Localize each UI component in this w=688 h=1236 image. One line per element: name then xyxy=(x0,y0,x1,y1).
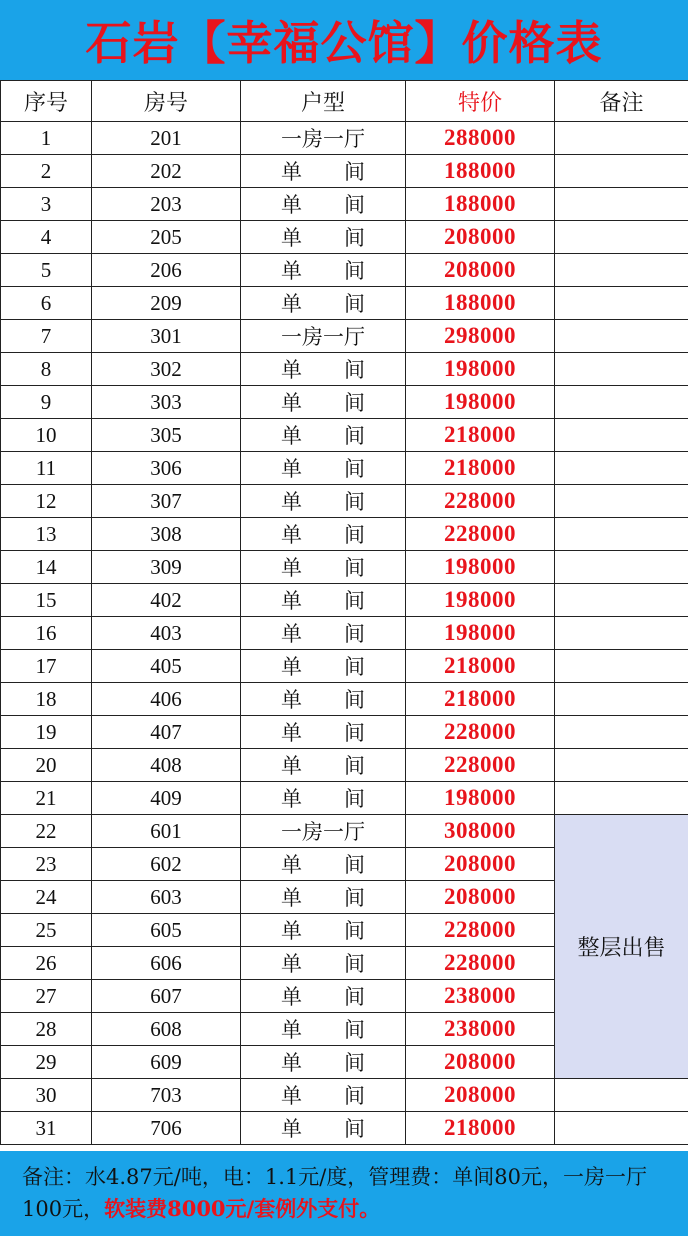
cell-note xyxy=(555,1112,688,1145)
cell-room: 301 xyxy=(92,320,241,353)
cell-price: 188000 xyxy=(406,287,555,320)
cell-room: 407 xyxy=(92,716,241,749)
cell-note xyxy=(555,749,688,782)
cell-type: 一房一厅 xyxy=(241,320,406,353)
cell-room: 302 xyxy=(92,353,241,386)
table-row xyxy=(1,716,688,749)
cell-room: 405 xyxy=(92,650,241,683)
cell-index: 24 xyxy=(1,881,92,914)
cell-note xyxy=(555,419,688,452)
cell-price: 218000 xyxy=(406,419,555,452)
cell-type: 单 间 xyxy=(241,584,406,617)
cell-price: 188000 xyxy=(406,155,555,188)
table-row xyxy=(1,221,688,254)
cell-room: 608 xyxy=(92,1013,241,1046)
cell-room: 308 xyxy=(92,518,241,551)
table-row xyxy=(1,782,688,815)
cell-price: 198000 xyxy=(406,584,555,617)
cell-index: 8 xyxy=(1,353,92,386)
cell-type: 单 间 xyxy=(241,848,406,881)
cell-index: 9 xyxy=(1,386,92,419)
table-row xyxy=(1,386,688,419)
cell-note xyxy=(555,551,688,584)
table-row xyxy=(1,749,688,782)
cell-price: 228000 xyxy=(406,716,555,749)
table-row xyxy=(1,353,688,386)
cell-index: 19 xyxy=(1,716,92,749)
price-table xyxy=(0,80,688,1145)
cell-note xyxy=(555,1079,688,1112)
cell-type: 单 间 xyxy=(241,947,406,980)
cell-index: 15 xyxy=(1,584,92,617)
cell-room: 406 xyxy=(92,683,241,716)
cell-type: 单 间 xyxy=(241,1013,406,1046)
cell-price: 228000 xyxy=(406,914,555,947)
cell-type: 单 间 xyxy=(241,683,406,716)
cell-price: 218000 xyxy=(406,683,555,716)
footer-note xyxy=(0,1151,688,1236)
cell-type: 单 间 xyxy=(241,914,406,947)
cell-type: 一房一厅 xyxy=(241,122,406,155)
cell-price: 308000 xyxy=(406,815,555,848)
cell-room: 609 xyxy=(92,1046,241,1079)
cell-room: 305 xyxy=(92,419,241,452)
cell-type: 单 间 xyxy=(241,980,406,1013)
cell-room: 606 xyxy=(92,947,241,980)
table-row xyxy=(1,815,688,848)
footer-highlight: 软装费8000元/套例外支付。 xyxy=(104,1196,381,1221)
cell-index: 12 xyxy=(1,485,92,518)
cell-note xyxy=(555,155,688,188)
cell-index: 18 xyxy=(1,683,92,716)
cell-index: 21 xyxy=(1,782,92,815)
cell-note xyxy=(555,287,688,320)
cell-room: 402 xyxy=(92,584,241,617)
cell-index: 30 xyxy=(1,1079,92,1112)
footer-text: 备注：水4.87元/吨，电：1.1元/度，管理费：单间80元，一房一厅100元， xyxy=(22,1165,648,1221)
cell-note xyxy=(555,254,688,287)
cell-type: 单 间 xyxy=(241,782,406,815)
cell-room: 209 xyxy=(92,287,241,320)
cell-price: 208000 xyxy=(406,848,555,881)
cell-note xyxy=(555,617,688,650)
header-index: 序号 xyxy=(1,81,92,122)
cell-price: 198000 xyxy=(406,386,555,419)
cell-price: 228000 xyxy=(406,947,555,980)
cell-room: 307 xyxy=(92,485,241,518)
cell-price: 208000 xyxy=(406,221,555,254)
cell-price: 228000 xyxy=(406,485,555,518)
cell-note xyxy=(555,716,688,749)
cell-index: 27 xyxy=(1,980,92,1013)
table-row xyxy=(1,584,688,617)
cell-room: 409 xyxy=(92,782,241,815)
cell-room: 201 xyxy=(92,122,241,155)
table-row xyxy=(1,1112,688,1145)
cell-index: 22 xyxy=(1,815,92,848)
table-row xyxy=(1,617,688,650)
cell-index: 26 xyxy=(1,947,92,980)
cell-price: 238000 xyxy=(406,980,555,1013)
cell-price: 198000 xyxy=(406,551,555,584)
table-row xyxy=(1,155,688,188)
cell-price: 298000 xyxy=(406,320,555,353)
cell-room: 206 xyxy=(92,254,241,287)
cell-index: 16 xyxy=(1,617,92,650)
cell-type: 单 间 xyxy=(241,518,406,551)
cell-index: 3 xyxy=(1,188,92,221)
cell-type: 一房一厅 xyxy=(241,815,406,848)
cell-type: 单 间 xyxy=(241,881,406,914)
cell-note xyxy=(555,221,688,254)
cell-type: 单 间 xyxy=(241,485,406,518)
cell-price: 228000 xyxy=(406,518,555,551)
cell-room: 303 xyxy=(92,386,241,419)
cell-index: 28 xyxy=(1,1013,92,1046)
page-title: 石岩【幸福公馆】价格表 xyxy=(85,16,603,70)
cell-type: 单 间 xyxy=(241,188,406,221)
cell-type: 单 间 xyxy=(241,650,406,683)
cell-note xyxy=(555,452,688,485)
cell-index: 25 xyxy=(1,914,92,947)
cell-price: 198000 xyxy=(406,782,555,815)
cell-room: 703 xyxy=(92,1079,241,1112)
cell-type: 单 间 xyxy=(241,221,406,254)
cell-price: 188000 xyxy=(406,188,555,221)
cell-price: 218000 xyxy=(406,650,555,683)
cell-type: 单 间 xyxy=(241,551,406,584)
table-row xyxy=(1,419,688,452)
cell-index: 13 xyxy=(1,518,92,551)
cell-room: 706 xyxy=(92,1112,241,1145)
cell-room: 601 xyxy=(92,815,241,848)
header-price: 特价 xyxy=(406,81,555,122)
cell-room: 202 xyxy=(92,155,241,188)
cell-index: 17 xyxy=(1,650,92,683)
cell-index: 29 xyxy=(1,1046,92,1079)
cell-type: 单 间 xyxy=(241,287,406,320)
cell-index: 6 xyxy=(1,287,92,320)
cell-note xyxy=(555,518,688,551)
cell-price: 208000 xyxy=(406,881,555,914)
cell-index: 14 xyxy=(1,551,92,584)
cell-price: 218000 xyxy=(406,1112,555,1145)
cell-type: 单 间 xyxy=(241,716,406,749)
header-room: 房号 xyxy=(92,81,241,122)
cell-index: 2 xyxy=(1,155,92,188)
cell-index: 7 xyxy=(1,320,92,353)
cell-index: 20 xyxy=(1,749,92,782)
cell-index: 11 xyxy=(1,452,92,485)
cell-type: 单 间 xyxy=(241,419,406,452)
cell-room: 408 xyxy=(92,749,241,782)
cell-price: 208000 xyxy=(406,254,555,287)
cell-note xyxy=(555,386,688,419)
cell-note xyxy=(555,122,688,155)
table-row xyxy=(1,485,688,518)
cell-room: 602 xyxy=(92,848,241,881)
cell-index: 1 xyxy=(1,122,92,155)
cell-price: 228000 xyxy=(406,749,555,782)
cell-room: 309 xyxy=(92,551,241,584)
table-row xyxy=(1,650,688,683)
cell-type: 单 间 xyxy=(241,155,406,188)
cell-type: 单 间 xyxy=(241,1046,406,1079)
table-row xyxy=(1,683,688,716)
cell-type: 单 间 xyxy=(241,353,406,386)
cell-price: 238000 xyxy=(406,1013,555,1046)
cell-room: 607 xyxy=(92,980,241,1013)
table-body xyxy=(1,122,688,1145)
table-row xyxy=(1,1079,688,1112)
cell-index: 10 xyxy=(1,419,92,452)
cell-type: 单 间 xyxy=(241,452,406,485)
table-row xyxy=(1,287,688,320)
cell-price: 198000 xyxy=(406,353,555,386)
cell-room: 403 xyxy=(92,617,241,650)
cell-index: 5 xyxy=(1,254,92,287)
cell-note xyxy=(555,584,688,617)
cell-note xyxy=(555,650,688,683)
header-note: 备注 xyxy=(555,81,688,122)
cell-type: 单 间 xyxy=(241,1079,406,1112)
cell-note xyxy=(555,353,688,386)
cell-room: 605 xyxy=(92,914,241,947)
cell-room: 205 xyxy=(92,221,241,254)
title-banner xyxy=(0,0,688,80)
table-row xyxy=(1,518,688,551)
cell-note xyxy=(555,683,688,716)
table-row xyxy=(1,452,688,485)
cell-note xyxy=(555,188,688,221)
table-header-row xyxy=(1,81,688,122)
table-row xyxy=(1,254,688,287)
cell-index: 31 xyxy=(1,1112,92,1145)
header-type: 户型 xyxy=(241,81,406,122)
cell-type: 单 间 xyxy=(241,386,406,419)
cell-index: 23 xyxy=(1,848,92,881)
table-row xyxy=(1,122,688,155)
cell-room: 203 xyxy=(92,188,241,221)
cell-type: 单 间 xyxy=(241,749,406,782)
cell-price: 218000 xyxy=(406,452,555,485)
table-row xyxy=(1,320,688,353)
table-row xyxy=(1,551,688,584)
cell-note-whole-floor: 整层出售 xyxy=(555,815,688,1079)
cell-note xyxy=(555,782,688,815)
cell-type: 单 间 xyxy=(241,1112,406,1145)
table-row xyxy=(1,188,688,221)
cell-note xyxy=(555,320,688,353)
cell-price: 198000 xyxy=(406,617,555,650)
cell-note xyxy=(555,485,688,518)
cell-type: 单 间 xyxy=(241,617,406,650)
cell-room: 603 xyxy=(92,881,241,914)
cell-price: 288000 xyxy=(406,122,555,155)
cell-type: 单 间 xyxy=(241,254,406,287)
cell-index: 4 xyxy=(1,221,92,254)
cell-price: 208000 xyxy=(406,1079,555,1112)
cell-room: 306 xyxy=(92,452,241,485)
cell-price: 208000 xyxy=(406,1046,555,1079)
